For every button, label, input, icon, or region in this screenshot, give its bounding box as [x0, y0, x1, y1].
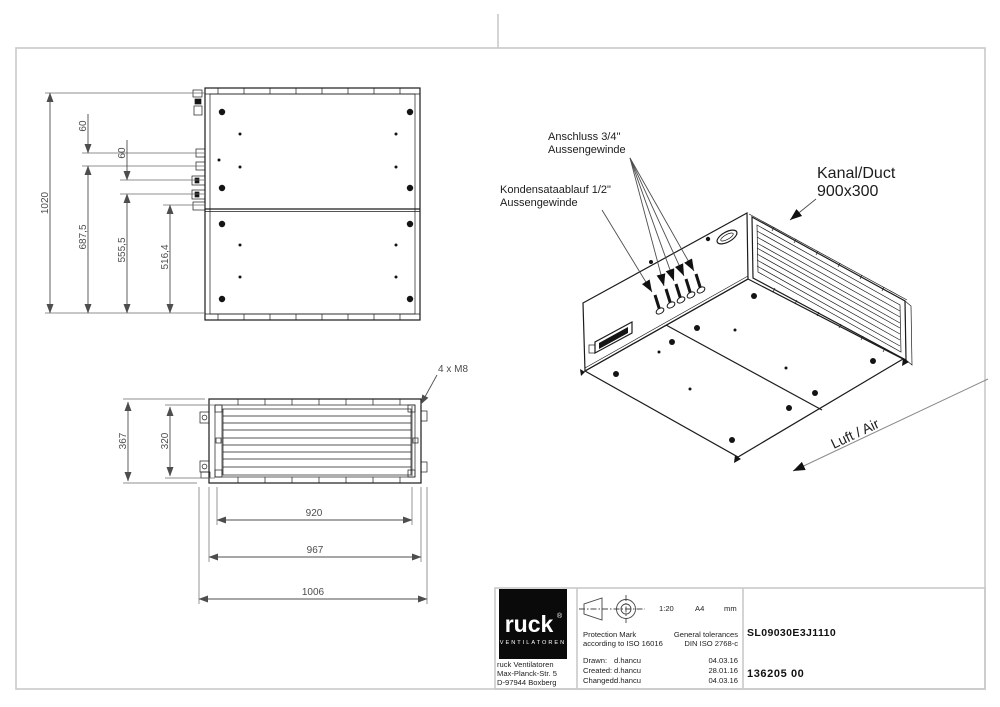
drawn-date: 04.03.16 [708, 656, 738, 665]
company-address [497, 660, 557, 687]
dim-60-b: 60 [117, 147, 128, 159]
front-view [200, 399, 427, 483]
pipe-stubs-plan [192, 90, 205, 210]
iso-louver-slats [757, 231, 900, 346]
changed-date: 04.03.16 [708, 676, 738, 685]
duct-label-line1: Kanal/Duct [817, 165, 896, 182]
front-view-dimensions [118, 364, 468, 604]
unit-label: mm [724, 604, 737, 613]
drawn-label: Drawn: [583, 656, 608, 665]
dim-1006: 1006 [301, 587, 325, 598]
airflow-label: Luft / Air [828, 415, 882, 452]
revision-rows [583, 656, 738, 685]
protection-mark-line1: Protection Mark [583, 630, 637, 639]
created-label: Created: [583, 666, 613, 675]
louver-slats [223, 416, 411, 467]
scale-value: 1:20 [659, 604, 674, 613]
fastener-ticks [218, 88, 400, 320]
tolerance-line2: DIN ISO 2768-c [684, 639, 738, 648]
condensate-label-line2: Aussengewinde [500, 197, 578, 209]
protection-mark-line2: according to ISO 16016 [583, 639, 663, 648]
dim-60-a: 60 [78, 120, 89, 132]
dim-967: 967 [306, 545, 324, 556]
iso-annotations [500, 131, 988, 471]
frame-details [215, 399, 418, 483]
changed-name: d.hancu [614, 676, 642, 685]
created-date: 28.01.16 [708, 666, 738, 675]
side-tabs [200, 411, 427, 478]
dim-320: 320 [160, 432, 171, 450]
created-name: d.hancu [614, 666, 642, 675]
company-logo [499, 589, 567, 659]
logo-text: ruck [504, 611, 554, 637]
address-line2: Max-Planck-Str. 5 [497, 669, 557, 678]
title-block [495, 588, 985, 689]
condensate-label-line1: Kondensataablauf 1/2" [500, 184, 611, 196]
corner-feet [580, 358, 909, 463]
connection-label-line1: Anschluss 3/4" [548, 131, 621, 143]
tolerance-line1: General tolerances [673, 630, 738, 639]
logo-registered-mark: ® [557, 613, 563, 620]
dim-516-4: 516,4 [160, 244, 171, 270]
projection-symbol-icon [579, 595, 645, 623]
address-line1: ruck Ventilatoren [497, 660, 554, 669]
handle-slot [649, 227, 739, 264]
bolt-note: 4 x M8 [438, 364, 469, 375]
dim-687-5: 687,5 [78, 224, 89, 250]
top-view-dimensions [40, 93, 205, 313]
dim-555-5: 555,5 [117, 237, 128, 263]
dim-920: 920 [305, 508, 323, 519]
panel-holes [218, 109, 414, 302]
dim-367: 367 [118, 432, 129, 450]
dim-1020: 1020 [40, 191, 51, 215]
top-view [192, 88, 420, 320]
duct-label-line2: 900x300 [817, 183, 879, 200]
drawing-number: 136205 00 [747, 668, 805, 680]
changed-label: Changed: [583, 676, 616, 685]
logo-subtitle: VENTILATOREN [499, 640, 567, 646]
address-line3: D-97944 Boxberg [497, 678, 557, 687]
connection-label-line2: Aussengewinde [548, 144, 626, 156]
part-number: SL09030E3J1110 [747, 627, 837, 639]
paper-format: A4 [695, 604, 705, 613]
drawn-name: d.hancu [614, 656, 642, 665]
